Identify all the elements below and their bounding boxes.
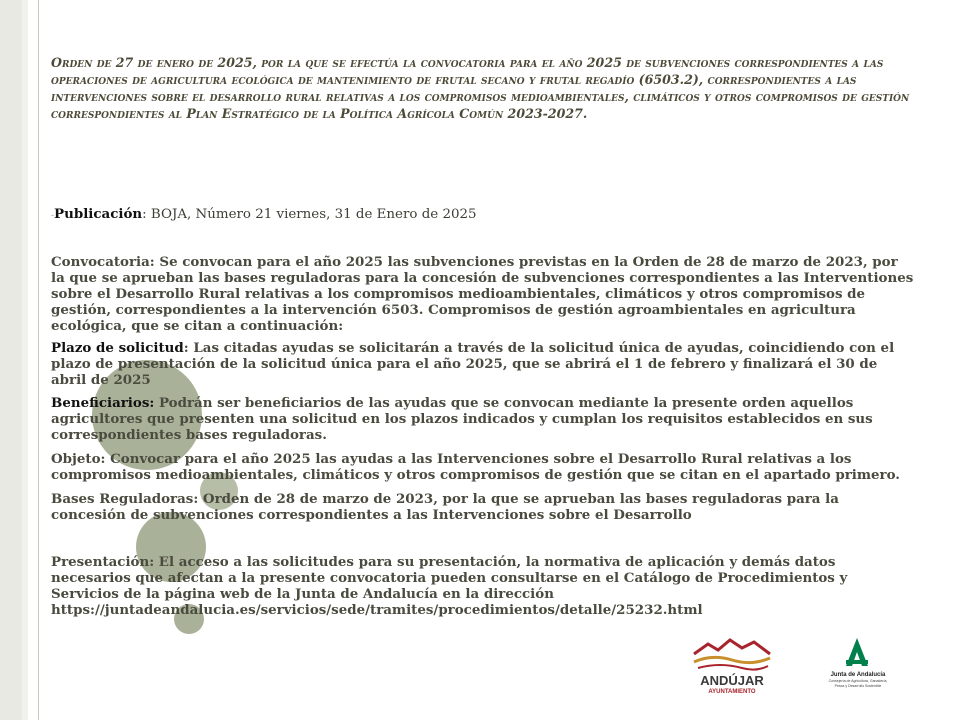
andujar-wave2-icon bbox=[698, 665, 768, 670]
andujar-logo bbox=[694, 640, 770, 695]
junta-bar-icon bbox=[846, 660, 868, 664]
presentacion-url[interactable]: https://juntadeandalucia.es/servicios/sede/tramites/procedimientos/detalle/25232.html bbox=[51, 602, 703, 618]
beneficiarios-label: Beneficiarios: bbox=[51, 395, 155, 411]
document-title: Orden de 27 de enero de 2025, por la que se efectúa la convocatoria para el año 2025 de subvenciones correspondientes a las operaciones de agricultura ecológica de mantenimiento de frutal secano y frutal regadío (6503.2), correspondientes a las intervenciones sobre el desarrollo rural relativas a los compromisos medioambientales, climáticos y otros compromisos de gestión correspondientes al Plan Estratégico de la Política Agrícola Común 2023-2027. bbox=[51, 55, 910, 121]
bases-text: Bases Reguladoras: Orden de 28 de marzo de 2023, por la que se aprueban las bases reguladoras para la concesión de subvenciones correspondientes a las Intervenciones sobre el Desarrollo bbox=[51, 491, 839, 523]
convocatoria-text: Convocatoria: Se convocan para el año 2025 las subvenciones previstas en la Orden de 28 de marzo de 2023, por la que se aprueban las bases reguladoras para la concesión de subvenciones correspondientes a las Interventiones sobre el Desarrollo Rural relativas a los compromisos medioambientales, climáticos y otros compromisos de gestión, correspondientes a la intervención 6503. Compromisos de gestión agroambientales en agricultura ecológica, que se citan a continuación: bbox=[51, 254, 914, 334]
junta-logo bbox=[829, 638, 888, 688]
objeto-text: Objeto: Convocar para el año 2025 las ayudas a las Intervenciones sobre el Desarrollo Rural relativas a los compromisos medioambientales, climáticos y otros compromisos de gestión que se citan en el apartado primero. bbox=[51, 451, 900, 483]
publicacion-value: : BOJA, Número 21 viernes, 31 de Enero de 2025 bbox=[142, 207, 477, 222]
andujar-name: ANDÚJAR bbox=[700, 673, 764, 688]
publicacion-label: Publicación bbox=[54, 206, 143, 222]
footer-logos bbox=[690, 632, 930, 702]
plazo-text: : Las citadas ayudas se solicitarán a través de la solicitud única de ayudas, coincidiendo con el plazo de presentación de la solicitud única para el año 2025, que se abrirá el 1 de febrero y finalizará el 30 de abril de 2025 bbox=[51, 340, 895, 388]
publicacion-line bbox=[51, 206, 916, 224]
plazo-label: Plazo de solicitud bbox=[51, 340, 184, 356]
junta-name: Junta de Andalucía bbox=[830, 672, 886, 678]
decorative-rule bbox=[38, 0, 39, 720]
decorative-stripe bbox=[0, 0, 22, 720]
beneficiarios-text: Podrán ser beneficiarios de las ayudas que se convocan mediante la presente orden aquellos agricultores que presenten una solicitud en los plazos indicados y cumplan los requisitos establecidos en sus correspondientes bases reguladoras. bbox=[51, 395, 873, 443]
presentacion-paragraph bbox=[51, 554, 916, 618]
objeto-paragraph bbox=[51, 451, 916, 483]
junta-sub1: Consejería de Agricultura, Ganadería, bbox=[828, 679, 888, 683]
andujar-sub: AYUNTAMIENTO bbox=[708, 689, 756, 695]
convocatoria-paragraph bbox=[51, 254, 916, 334]
presentacion-text: Presentación: El acceso a las solicitudes para su presentación, la normativa de aplicación y demás datos necesarios que afectan a la presente convocatoria pueden consultarse en el Catálogo de Procedimientos y Servicios de la página web de la Junta de Andalucía en la dirección bbox=[51, 554, 848, 602]
bullet: - bbox=[51, 211, 55, 221]
decorative-stripe-light bbox=[22, 0, 28, 720]
bases-paragraph bbox=[51, 491, 916, 523]
beneficiarios-paragraph bbox=[51, 395, 916, 443]
logos-svg bbox=[690, 632, 930, 702]
junta-sub2: Pesca y Desarrollo Sostenible bbox=[834, 684, 882, 688]
andujar-mountain-icon bbox=[694, 640, 770, 654]
plazo-paragraph bbox=[51, 340, 916, 388]
andujar-wave-icon bbox=[694, 657, 770, 662]
